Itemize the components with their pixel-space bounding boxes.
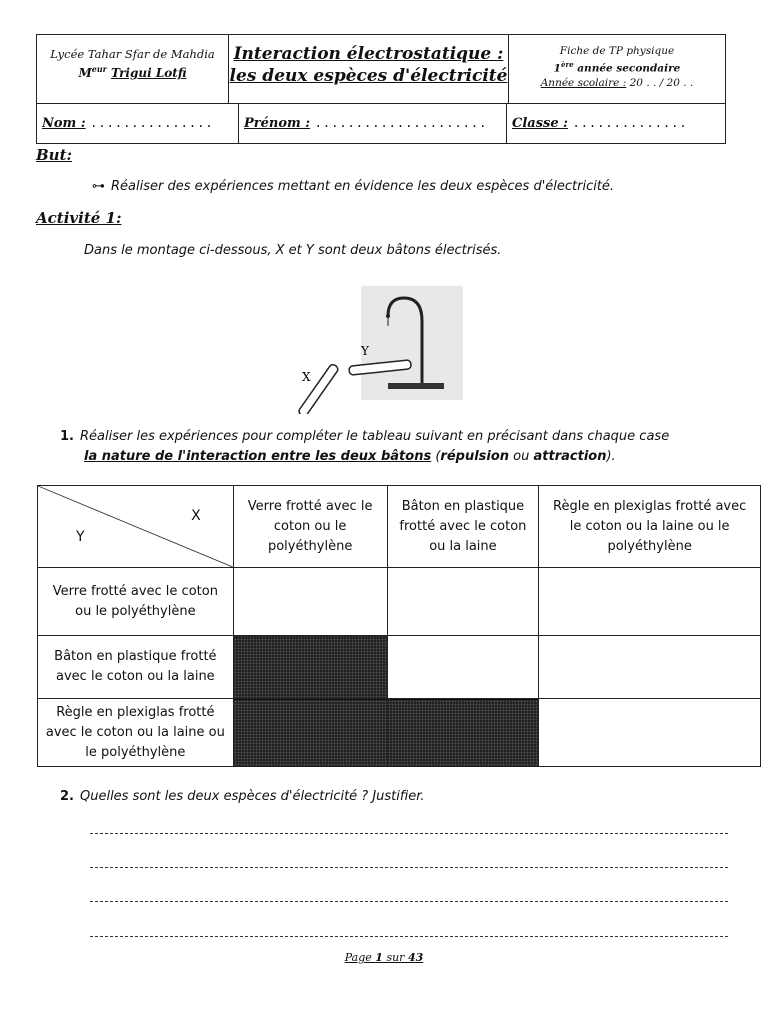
corner-x-label: X <box>191 508 201 524</box>
hook <box>386 314 390 318</box>
answer-cell[interactable] <box>539 636 761 699</box>
question-1 <box>60 427 760 467</box>
info-cell <box>509 35 725 103</box>
prenom-field[interactable] <box>239 104 507 144</box>
student-info-row <box>37 103 725 144</box>
teacher <box>37 64 228 80</box>
key-bullet-icon: ⊶ <box>92 179 105 194</box>
answer-cell[interactable] <box>387 636 539 699</box>
activity-intro: Dans le montage ci-dessous, X et Y sont deux bâtons électrisés. <box>84 243 502 258</box>
nom-label: Nom : <box>42 116 86 131</box>
footer-page-num: 1 <box>375 951 383 964</box>
stand-base <box>388 383 444 389</box>
level-num: 1 <box>553 62 561 75</box>
question-2 <box>60 789 425 804</box>
teacher-name: Trigui Lotfi <box>111 66 187 80</box>
column-header: Règle en plexiglas frotté avec le coton ou la laine ou le polyéthylène <box>539 486 761 568</box>
teacher-prefix: M <box>78 66 92 80</box>
answer-line[interactable] <box>90 936 728 937</box>
table-header-row <box>38 486 761 568</box>
q1-bold-text: la nature de l'interaction entre les deux bâtons <box>84 449 432 464</box>
table-corner-cell <box>38 486 234 568</box>
shaded-cell <box>387 699 539 767</box>
shaded-cell <box>233 636 387 699</box>
sheet-type: Fiche de TP physique <box>559 45 675 57</box>
q1-paren-close: ). <box>606 449 616 464</box>
header-box <box>36 34 726 144</box>
year-value: 20 . . / 20 . . <box>629 76 694 89</box>
classe-label: Classe : <box>512 116 568 131</box>
q1-ou: ou <box>513 449 530 464</box>
footer-total: 43 <box>407 951 424 964</box>
interaction-table <box>37 485 761 767</box>
q2-number: 2. <box>60 789 74 804</box>
page-footer <box>0 951 768 964</box>
table-row <box>38 636 761 699</box>
answer-line[interactable] <box>90 833 728 834</box>
title-line2: les deux espèces d'électricité <box>229 66 508 86</box>
q1-paren-open: ( <box>435 449 441 464</box>
school-name: Lycée Tahar Sfar de Mahdia <box>50 47 215 61</box>
answer-line[interactable] <box>90 901 728 902</box>
q1-number: 1. <box>60 429 74 444</box>
but-text-line <box>92 179 614 194</box>
q1-repulsion: répulsion <box>440 449 510 464</box>
q1-attraction: attraction <box>533 449 607 464</box>
school-year <box>509 76 725 90</box>
table-row <box>38 568 761 636</box>
footer-page-info <box>345 951 424 964</box>
nom-field[interactable] <box>37 104 239 144</box>
label-x: X <box>302 370 311 384</box>
activity-title: Activité 1: <box>36 209 122 227</box>
experiment-figure <box>292 286 464 414</box>
nom-dots: ............... <box>90 116 214 130</box>
answer-cell[interactable] <box>539 568 761 636</box>
corner-diagonal <box>38 486 233 567</box>
but-title: But: <box>36 146 73 164</box>
year-label: Année scolaire : <box>540 76 627 89</box>
school-cell <box>37 35 229 103</box>
title-line1: Interaction électrostatique : <box>233 44 504 64</box>
answer-cell[interactable] <box>539 699 761 767</box>
classe-dots: .............. <box>572 116 688 130</box>
figure-background <box>361 286 463 400</box>
level <box>509 58 725 76</box>
prenom-dots: ..................... <box>314 116 488 130</box>
level-text: année secondaire <box>577 62 681 75</box>
label-y: Y <box>361 344 369 358</box>
but-text: Réaliser des expériences mettant en évidence les deux espèces d'électricité. <box>111 179 615 194</box>
answer-cell[interactable] <box>387 568 539 636</box>
prenom-label: Prénom : <box>244 116 311 131</box>
q1-text1: Réaliser les expériences pour compléter le tableau suivant en précisant dans chaque case <box>79 429 670 444</box>
shaded-cell <box>233 699 387 767</box>
footer-of-word: sur <box>386 951 405 964</box>
table-row <box>38 699 761 767</box>
corner-y-label: Y <box>76 529 85 545</box>
level-sup: ère <box>560 60 574 69</box>
teacher-prefix-sup: eur <box>91 64 107 74</box>
column-header: Verre frotté avec le coton ou le polyéthylène <box>233 486 387 568</box>
title-cell <box>229 35 509 103</box>
classe-field[interactable] <box>507 104 725 144</box>
row-header: Règle en plexiglas frotté avec le coton ou la laine ou le polyéthylène <box>38 699 234 767</box>
q2-text: Quelles sont les deux espèces d'électricité ? Justifier. <box>79 789 425 804</box>
row-header: Bâton en plastique frotté avec le coton ou la laine <box>38 636 234 699</box>
answer-line[interactable] <box>90 867 728 868</box>
answer-cell[interactable] <box>233 568 387 636</box>
row-header: Verre frotté avec le coton ou le polyéthylène <box>38 568 234 636</box>
column-header: Bâton en plastique frotté avec le coton ou la laine <box>387 486 539 568</box>
footer-page-word: Page <box>344 951 372 964</box>
